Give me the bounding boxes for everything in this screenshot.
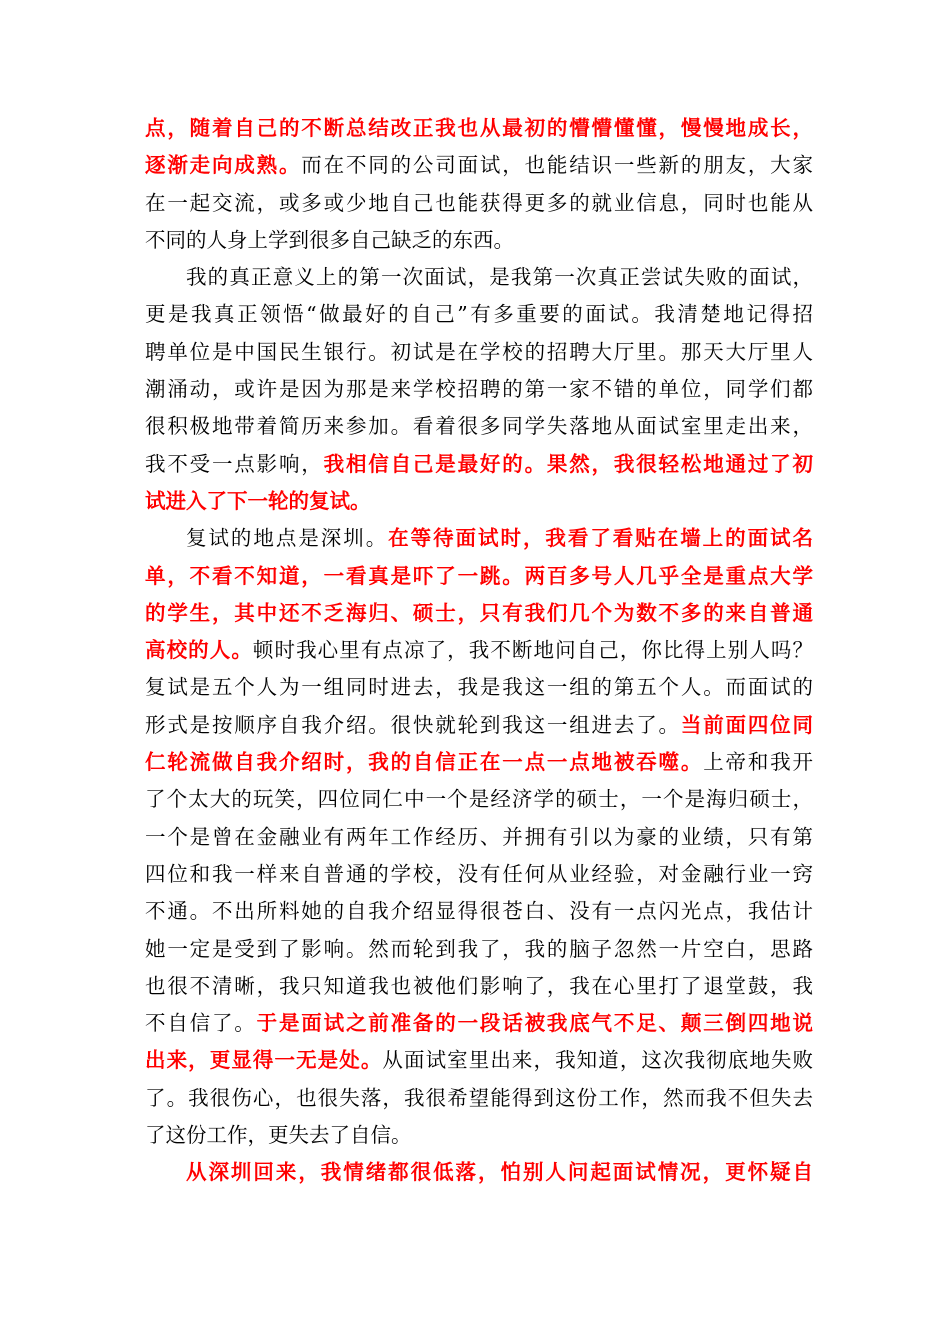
highlighted-text: 点，随着自己的不断总结改正我也从最初的懵懵懂懂，慢慢地成长， bbox=[145, 116, 813, 140]
highlighted-text: 出来，更显得一无是处。 bbox=[145, 1048, 383, 1073]
highlighted-text: 的学生，其中还不乏海归、硕士，只有我们几个为数不多的来自普通 bbox=[145, 600, 813, 625]
body-text: 也很不清晰，我只知道我也被他们影响了，我在心里打了退堂鼓，我 bbox=[145, 973, 813, 998]
text-line bbox=[145, 520, 813, 557]
text-line bbox=[145, 1080, 813, 1117]
text-line bbox=[145, 483, 813, 520]
text-line bbox=[145, 222, 813, 259]
text-line bbox=[145, 446, 813, 483]
body-text: 潮涌动，或许是因为那是来学校招聘的第一家不错的单位，同学们都 bbox=[145, 377, 813, 402]
body-text: 她一定是受到了影响。然而轮到我了，我的脑子忽然一片空白，思路 bbox=[145, 936, 813, 961]
text-line bbox=[145, 931, 813, 968]
text-line bbox=[145, 632, 813, 669]
body-text: 了个太大的玩笑，四位同仁中一个是经济学的硕士，一个是海归硕士， bbox=[145, 787, 813, 812]
body-text: 四位和我一样来自普通的学校，没有任何从业经验，对金融行业一窍 bbox=[145, 861, 813, 886]
text-line bbox=[145, 558, 813, 595]
text-line bbox=[145, 259, 813, 296]
text-line bbox=[145, 707, 813, 744]
body-text: 在一起交流，或多或少地自己也能获得更多的就业信息，同时也能从 bbox=[145, 190, 813, 215]
text-line bbox=[145, 669, 813, 706]
body-text: 上帝和我开 bbox=[703, 750, 813, 775]
body-text: 而在不同的公司面试，也能结识一些新的朋友，大家 bbox=[301, 153, 813, 178]
highlighted-text: 逐渐走向成熟。 bbox=[145, 153, 302, 178]
text-line bbox=[145, 744, 813, 781]
body-text: 形式是按顺序自我介绍。很快就轮到我这一组进去了。 bbox=[145, 712, 681, 737]
text-line bbox=[145, 893, 813, 930]
body-text: 了这份工作，更失去了自信。 bbox=[145, 1123, 412, 1148]
body-text: 我不受一点影响， bbox=[145, 451, 324, 476]
text-line bbox=[145, 1042, 813, 1079]
body-text: 不通。不出所料她的自我介绍显得很苍白、没有一点闪光点，我估计 bbox=[145, 899, 813, 924]
highlighted-text: 单，不看不知道，一看真是吓了一跳。两百多号人几乎全是重点大学 bbox=[145, 563, 813, 588]
body-text: 更是我真正领悟“做最好的自己”有多重要的面试。我清楚地记得招 bbox=[145, 302, 813, 327]
text-line bbox=[145, 1005, 813, 1042]
text-line bbox=[145, 296, 813, 333]
body-text: 从面试室里出来，我知道，这次我彻底地失败 bbox=[382, 1048, 813, 1073]
text-line bbox=[145, 1154, 813, 1191]
text-line bbox=[145, 334, 813, 371]
body-text: 很积极地带着简历来参加。看着很多同学失落地从面试室里走出来， bbox=[145, 414, 813, 439]
highlighted-text: 从深圳回来，我情绪都很低落，怕别人问起面试情况，更怀疑自 bbox=[186, 1160, 813, 1185]
body-text: 不自信了。 bbox=[145, 1011, 257, 1036]
highlighted-text: 于是面试之前准备的一段话被我底气不足、颠三倒四地说 bbox=[256, 1011, 813, 1036]
text-line bbox=[145, 371, 813, 408]
text-line bbox=[145, 781, 813, 818]
body-text: 复试是五个人为一组同时进去，我是我这一组的第五个人。而面试的 bbox=[145, 675, 813, 700]
text-line bbox=[145, 819, 813, 856]
body-text: 复试的地点是深圳。 bbox=[186, 526, 389, 551]
body-text: 不同的人身上学到很多自己缺乏的东西。 bbox=[145, 227, 514, 252]
text-line bbox=[145, 147, 813, 184]
text-line bbox=[145, 595, 813, 632]
highlighted-text: 高校的人。 bbox=[145, 638, 253, 663]
document-body-text bbox=[145, 110, 813, 1192]
body-text: 我的真正意义上的第一次面试，是我第一次真正尝试失败的面试， bbox=[186, 265, 813, 290]
highlighted-text: 我相信自己是最好的。果然，我很轻松地通过了初 bbox=[323, 451, 813, 476]
highlighted-text: 在等待面试时，我看了看贴在墙上的面试名 bbox=[388, 526, 813, 551]
highlighted-text: 当前面四位同 bbox=[680, 712, 813, 737]
text-line bbox=[145, 408, 813, 445]
body-text: 了。我很伤心，也很失落，我很希望能得到这份工作，然而我不但失去 bbox=[145, 1085, 813, 1110]
text-line bbox=[145, 1117, 813, 1154]
body-text: 聘单位是中国民生银行。初试是在学校的招聘大厅里。那天大厅里人 bbox=[145, 339, 813, 364]
body-text: 顿时我心里有点凉了，我不断地问自己，你比得上别人吗？ bbox=[252, 638, 813, 663]
text-line bbox=[145, 856, 813, 893]
highlighted-text: 试进入了下一轮的复试。 bbox=[145, 488, 371, 513]
text-line bbox=[145, 968, 813, 1005]
body-text: 一个是曾在金融业有两年工作经历、并拥有引以为豪的业绩，只有第 bbox=[145, 824, 813, 849]
highlighted-text: 仁轮流做自我介绍时，我的自信正在一点一点地被吞噬。 bbox=[145, 750, 704, 775]
text-line bbox=[145, 185, 813, 222]
text-line bbox=[145, 110, 813, 147]
